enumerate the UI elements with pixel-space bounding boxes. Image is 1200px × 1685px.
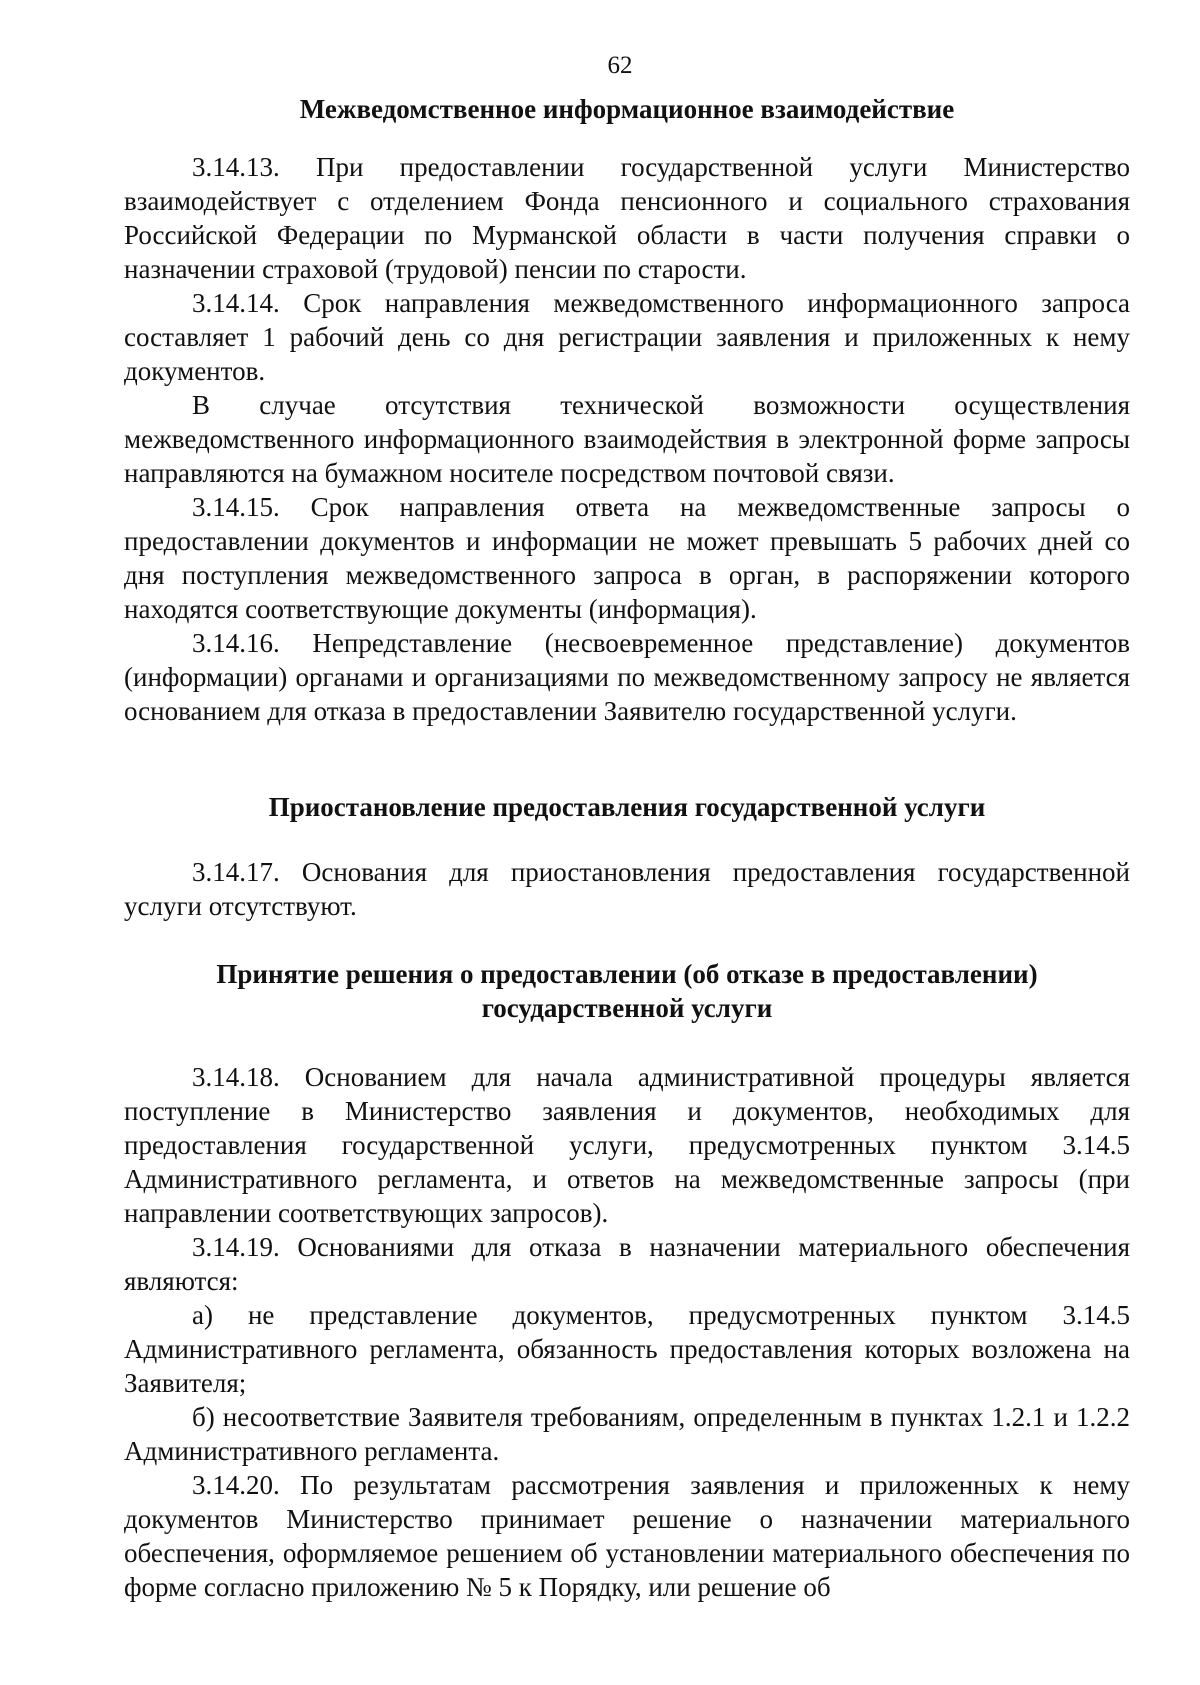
paragraph-3-14-14: 3.14.14. Срок направления межведомственного информационного запроса составляет 1 рабочий день со дня регистрации заявления и приложенных к нему документов. bbox=[124, 288, 1130, 386]
section-heading-decision-line2: государственной услуги bbox=[481, 993, 773, 1023]
paragraph-3-14-13: 3.14.13. При предоставлении государственной услуги Министерство взаимодействует с отделением Фонда пенсионного и социального страхования Российской Федерации по Мурманской области в части получения справки о назначении страховой (трудовой) пенсии по старости. bbox=[124, 152, 1130, 284]
section-heading-suspension: Приостановление предоставления государственной услуги bbox=[268, 792, 986, 822]
section-heading-decision bbox=[124, 957, 1130, 1025]
paragraph-item-b: б) несоответствие Заявителя требованиям, определенным в пунктах 1.2.1 и 1.2.2 Административного регламента. bbox=[124, 1402, 1130, 1466]
page-number: 62 bbox=[607, 52, 633, 79]
section-heading-decision-line1: Принятие решения о предоставлении (об отказе в предоставлении) bbox=[216, 959, 1038, 989]
paragraph-3-14-16: 3.14.16. Непредставление (несвоевременное представление) документов (информации) органами и организациями по межведомственному запросу не является основанием для отказа в предоставлении Заявителю государственной услуги. bbox=[124, 628, 1130, 726]
section-body-interagency bbox=[124, 150, 1130, 728]
section-heading-interagency: Межведомственное информационное взаимодействие bbox=[299, 94, 955, 124]
paragraph-3-14-19: 3.14.19. Основаниями для отказа в назначении материального обеспечения являются: bbox=[124, 1232, 1130, 1296]
paragraph-3-14-15: 3.14.15. Срок направления ответа на межведомственные запросы о предоставлении документов и информации не может превышать 5 рабочих дней со дня поступления межведомственного запроса в орган, в распоряжении которого находятся соответствующие документы (информация). bbox=[124, 492, 1130, 624]
paragraph-3-14-17: 3.14.17. Основания для приостановления предоставления государственной услуги отсутствуют. bbox=[124, 857, 1130, 921]
section-body-decision bbox=[124, 1060, 1130, 1604]
paragraph-no-technical-possibility: В случае отсутствия технической возможности осуществления межведомственного информационного взаимодействия в электронной форме запросы направляются на бумажном носителе посредством почтовой связи. bbox=[124, 390, 1130, 488]
section-body-suspension bbox=[124, 855, 1130, 923]
paragraph-item-a: а) не представление документов, предусмотренных пунктом 3.14.5 Административного регламента, обязанность предоставления которых возложена на Заявителя; bbox=[124, 1300, 1130, 1398]
paragraph-3-14-20: 3.14.20. По результатам рассмотрения заявления и приложенных к нему документов Министерство принимает решение о назначении материального обеспечения, оформляемое решением об установлении материального обеспечения по форме согласно приложению № 5 к Порядку, или решение об bbox=[124, 1470, 1130, 1602]
paragraph-3-14-18: 3.14.18. Основанием для начала административной процедуры является поступление в Министерство заявления и документов, необходимых для предоставления государственной услуги, предусмотренных пунктом 3.14.5 Административного регламента, и ответов на межведомственные запросы (при направлении соответствующих запросов). bbox=[124, 1062, 1130, 1228]
